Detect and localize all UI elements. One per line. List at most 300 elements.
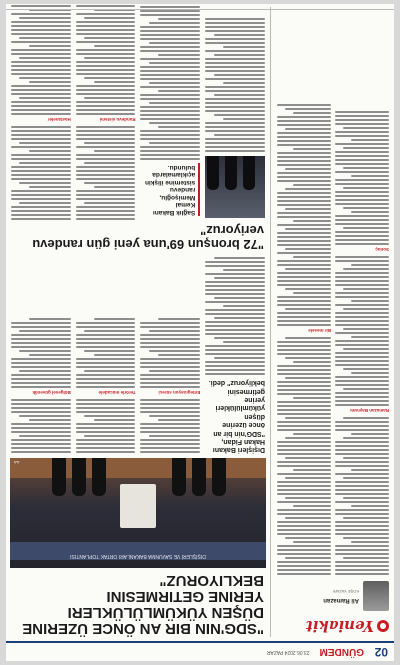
text-line (149, 415, 200, 417)
text-line (335, 243, 389, 245)
text-line (277, 465, 331, 467)
text-line (76, 170, 136, 172)
text-line (293, 433, 331, 435)
text-line (277, 280, 331, 282)
text-line (335, 260, 389, 262)
text-line (141, 411, 201, 413)
text-line (29, 45, 71, 47)
text-line (76, 439, 136, 441)
text-line (76, 13, 136, 15)
text-line (19, 330, 70, 332)
text-line (343, 187, 389, 189)
photo-person (52, 458, 66, 496)
text-line (205, 345, 265, 347)
text-line (141, 431, 201, 433)
text-line (277, 553, 331, 555)
text-line (205, 285, 265, 287)
text-line (277, 509, 331, 511)
text-line (293, 148, 331, 150)
text-line (285, 128, 331, 130)
text-line (277, 353, 331, 355)
page-header (6, 641, 394, 661)
text-line (11, 214, 71, 216)
text-line (277, 409, 331, 411)
text-line (277, 513, 331, 515)
text-line (11, 378, 71, 380)
text-line (293, 184, 331, 186)
text-line (205, 273, 265, 275)
text-line (285, 308, 331, 310)
text-line (277, 212, 331, 214)
text-line (205, 62, 265, 64)
text-line (76, 53, 136, 55)
text-line (141, 26, 201, 28)
text-line (293, 469, 331, 471)
text-line (141, 154, 201, 156)
text-line (141, 114, 201, 116)
second-story-columns (8, 4, 268, 224)
body-text (335, 256, 389, 406)
text-line (335, 441, 389, 443)
column-body (277, 104, 389, 575)
text-line (214, 74, 265, 76)
text-line (205, 130, 265, 132)
text-line (293, 256, 331, 258)
story-column (76, 257, 136, 454)
opinion-column (272, 4, 394, 639)
text-line (141, 86, 201, 88)
column-divider (270, 7, 271, 637)
text-line (11, 338, 71, 340)
text-line (285, 517, 331, 519)
text-line (277, 501, 331, 503)
text-line (277, 160, 331, 162)
text-line (335, 115, 389, 117)
text-line (11, 206, 71, 208)
story-subhead: Terörle mücadele (98, 390, 136, 396)
text-line (335, 384, 389, 386)
text-line (11, 33, 71, 35)
text-line (76, 138, 136, 140)
text-line (277, 385, 331, 387)
text-line (277, 204, 331, 206)
text-line (277, 144, 331, 146)
text-line (141, 110, 201, 112)
text-line (335, 324, 389, 326)
text-line (335, 320, 389, 322)
text-line (11, 25, 71, 27)
text-line (277, 264, 331, 266)
text-line (141, 50, 201, 52)
text-line (11, 382, 71, 384)
column-text-left (335, 104, 389, 575)
text-line (11, 342, 71, 344)
text-line (335, 529, 389, 531)
text-line (76, 21, 136, 23)
text-line (141, 378, 201, 380)
text-line (149, 22, 200, 24)
text-line (277, 441, 331, 443)
text-line (335, 183, 389, 185)
text-line (335, 421, 389, 423)
text-line (11, 170, 71, 172)
text-line (343, 417, 389, 419)
text-line (11, 451, 71, 453)
text-line (141, 34, 201, 36)
text-line (141, 98, 201, 100)
text-line (11, 374, 71, 376)
text-line (76, 33, 136, 35)
text-line (84, 182, 135, 184)
text-line (76, 178, 136, 180)
text-line (11, 89, 71, 91)
text-line (76, 386, 136, 388)
text-line (205, 26, 265, 28)
text-line (76, 346, 136, 348)
text-line (277, 405, 331, 407)
body-text (11, 126, 71, 220)
text-line (11, 366, 71, 368)
text-line (277, 545, 331, 547)
text-line (19, 77, 70, 79)
text-line (343, 517, 389, 519)
text-line (84, 97, 135, 99)
text-line (19, 57, 70, 59)
text-line (277, 365, 331, 367)
text-line (293, 220, 331, 222)
text-line (205, 289, 265, 291)
main-photo (10, 458, 266, 568)
text-line (141, 146, 201, 148)
text-line (76, 105, 136, 107)
text-line (335, 425, 389, 427)
text-line (277, 192, 331, 194)
text-line (141, 403, 201, 405)
text-line (277, 176, 331, 178)
text-line (205, 293, 265, 295)
text-line (76, 29, 136, 31)
text-line (76, 158, 136, 160)
brand-logo (277, 617, 389, 635)
text-line (76, 362, 136, 364)
story-column (76, 4, 136, 220)
text-line (285, 208, 331, 210)
text-line (11, 166, 71, 168)
text-line (293, 361, 331, 363)
text-line (141, 439, 201, 441)
text-line (343, 388, 389, 390)
text-line (76, 210, 136, 212)
text-line (285, 108, 331, 110)
text-line (335, 533, 389, 535)
sidebox-title: Sağlık Bakanı Kemal Memişoğlu, randevu sistemine ilişkin açıklamalarda bulundu. (145, 163, 196, 216)
text-line (205, 325, 265, 327)
text-line (141, 334, 201, 336)
text-line (335, 231, 389, 233)
photo-caption: AA (14, 460, 20, 466)
text-line (343, 227, 389, 229)
text-line (76, 378, 136, 380)
text-line (84, 142, 135, 144)
text-line (76, 130, 136, 132)
text-line (343, 207, 389, 209)
text-line (351, 336, 389, 338)
main-headline: "SDG'NIN BIR AN ÖNCE ÜZERINE DÜŞEN YÜKÜMLÜLÜKLERI YERINE GETIRMESINI BEKLIYORUZ" (22, 572, 264, 637)
text-line (19, 202, 70, 204)
photo-person (92, 458, 106, 496)
text-line (277, 425, 331, 427)
text-line (205, 321, 265, 323)
text-line (11, 69, 71, 71)
text-line (277, 393, 331, 395)
text-line (158, 54, 200, 56)
text-line (141, 94, 201, 96)
text-line (76, 399, 136, 401)
text-line (277, 341, 331, 343)
column-subhead: Sonuç (375, 247, 389, 252)
text-line (214, 134, 265, 136)
text-line (76, 89, 136, 91)
photo-person (225, 156, 237, 190)
text-line (141, 38, 201, 40)
text-line (335, 561, 389, 563)
text-line (94, 318, 136, 320)
text-line (11, 158, 71, 160)
text-line (335, 569, 389, 571)
text-line (335, 296, 389, 298)
text-line (94, 354, 136, 356)
text-line (285, 377, 331, 379)
text-line (76, 25, 136, 27)
text-line (205, 102, 265, 104)
text-line (277, 573, 331, 575)
text-line (205, 106, 265, 108)
text-line (11, 134, 71, 136)
text-line (335, 131, 389, 133)
text-line (223, 305, 265, 307)
text-line (335, 155, 389, 157)
text-line (285, 537, 331, 539)
text-line (285, 248, 331, 250)
text-line (335, 199, 389, 201)
text-line (205, 42, 265, 44)
text-line (277, 345, 331, 347)
text-line (205, 150, 265, 152)
text-line (335, 272, 389, 274)
body-text (11, 318, 71, 388)
brand-name: Yeniakit (305, 617, 374, 635)
column-text-right (277, 104, 331, 575)
text-line (19, 142, 70, 144)
text-line (84, 17, 135, 19)
main-story (8, 4, 268, 639)
text-line (141, 46, 201, 48)
text-line (141, 423, 201, 425)
text-line (141, 346, 201, 348)
text-line (11, 346, 71, 348)
text-line (149, 370, 200, 372)
text-line (29, 150, 71, 152)
text-line (277, 252, 331, 254)
text-line (351, 139, 389, 141)
text-line (141, 150, 201, 152)
text-line (343, 437, 389, 439)
text-line (141, 322, 201, 324)
text-line (335, 179, 389, 181)
text-line (335, 239, 389, 241)
text-line (335, 215, 389, 217)
text-line (205, 309, 265, 311)
text-line (11, 322, 71, 324)
text-line (205, 38, 265, 40)
text-line (19, 182, 70, 184)
body-text (335, 111, 389, 245)
text-line (76, 198, 136, 200)
text-line (223, 269, 265, 271)
text-line (158, 318, 200, 320)
text-line (205, 333, 265, 335)
text-line (205, 146, 265, 148)
text-line (343, 167, 389, 169)
text-line (351, 264, 389, 266)
text-line (141, 74, 201, 76)
text-line (285, 288, 331, 290)
text-line (293, 112, 331, 114)
text-line (76, 73, 136, 75)
text-line (335, 119, 389, 121)
text-line (11, 93, 71, 95)
text-line (277, 401, 331, 403)
text-line (141, 70, 201, 72)
text-line (214, 357, 265, 359)
story-subhead: Hastaneler (47, 116, 71, 122)
text-line (277, 489, 331, 491)
text-line (76, 61, 136, 63)
text-line (141, 10, 201, 12)
text-line (158, 419, 200, 421)
text-line (205, 78, 265, 80)
text-line (277, 316, 331, 318)
text-line (277, 569, 331, 571)
text-line (277, 485, 331, 487)
text-line (149, 102, 200, 104)
text-line (277, 156, 331, 158)
text-line (84, 57, 135, 59)
text-line (335, 521, 389, 523)
text-line (205, 261, 265, 263)
text-line (76, 65, 136, 67)
text-line (285, 228, 331, 230)
body-text (205, 257, 265, 375)
text-line (335, 284, 389, 286)
text-line (277, 296, 331, 298)
photo-person (172, 458, 186, 496)
text-line (11, 126, 71, 128)
text-line (11, 403, 71, 405)
text-line (335, 473, 389, 475)
text-line (19, 17, 70, 19)
page-footer-rule (6, 4, 394, 10)
text-line (277, 381, 331, 383)
text-line (335, 280, 389, 282)
text-line (84, 162, 135, 164)
text-line (277, 429, 331, 431)
text-line (285, 337, 331, 339)
text-line (158, 126, 200, 128)
text-line (76, 334, 136, 336)
body-text (76, 4, 136, 115)
story-column (11, 4, 71, 220)
text-line (335, 111, 389, 113)
second-sidebox (141, 163, 201, 215)
text-line (277, 244, 331, 246)
text-line (11, 49, 71, 51)
text-line (141, 138, 201, 140)
text-line (205, 66, 265, 68)
body-text (335, 417, 389, 575)
body-text (11, 4, 71, 115)
text-line (277, 481, 331, 483)
text-line (76, 206, 136, 208)
text-line (277, 260, 331, 262)
text-line (285, 437, 331, 439)
text-line (285, 497, 331, 499)
text-line (205, 265, 265, 267)
text-line (29, 318, 71, 320)
second-headline: "72 bronşun 69'una yeni gün randevu veriyoruz" (32, 223, 264, 252)
text-line (76, 407, 136, 409)
text-line (335, 453, 389, 455)
text-line (277, 136, 331, 138)
text-line (335, 485, 389, 487)
text-line (277, 449, 331, 451)
text-line (141, 78, 201, 80)
body-text (141, 399, 201, 453)
text-line (335, 445, 389, 447)
text-line (76, 154, 136, 156)
text-line (351, 541, 389, 543)
text-line (335, 340, 389, 342)
text-line (277, 172, 331, 174)
text-line (277, 453, 331, 455)
body-text (277, 337, 331, 575)
body-text (141, 318, 201, 388)
text-line (76, 382, 136, 384)
text-line (149, 350, 200, 352)
text-line (335, 404, 389, 406)
text-line (335, 163, 389, 165)
text-line (76, 338, 136, 340)
text-line (351, 505, 389, 507)
text-line (343, 497, 389, 499)
text-line (11, 439, 71, 441)
text-line (214, 297, 265, 299)
text-line (205, 138, 265, 140)
text-line (11, 105, 71, 107)
text-line (335, 400, 389, 402)
text-line (335, 481, 389, 483)
text-line (205, 329, 265, 331)
text-line (335, 143, 389, 145)
text-line (205, 110, 265, 112)
text-line (277, 473, 331, 475)
text-line (277, 529, 331, 531)
text-line (94, 45, 136, 47)
text-line (293, 505, 331, 507)
text-line (76, 427, 136, 429)
text-line (149, 82, 200, 84)
text-line (11, 198, 71, 200)
